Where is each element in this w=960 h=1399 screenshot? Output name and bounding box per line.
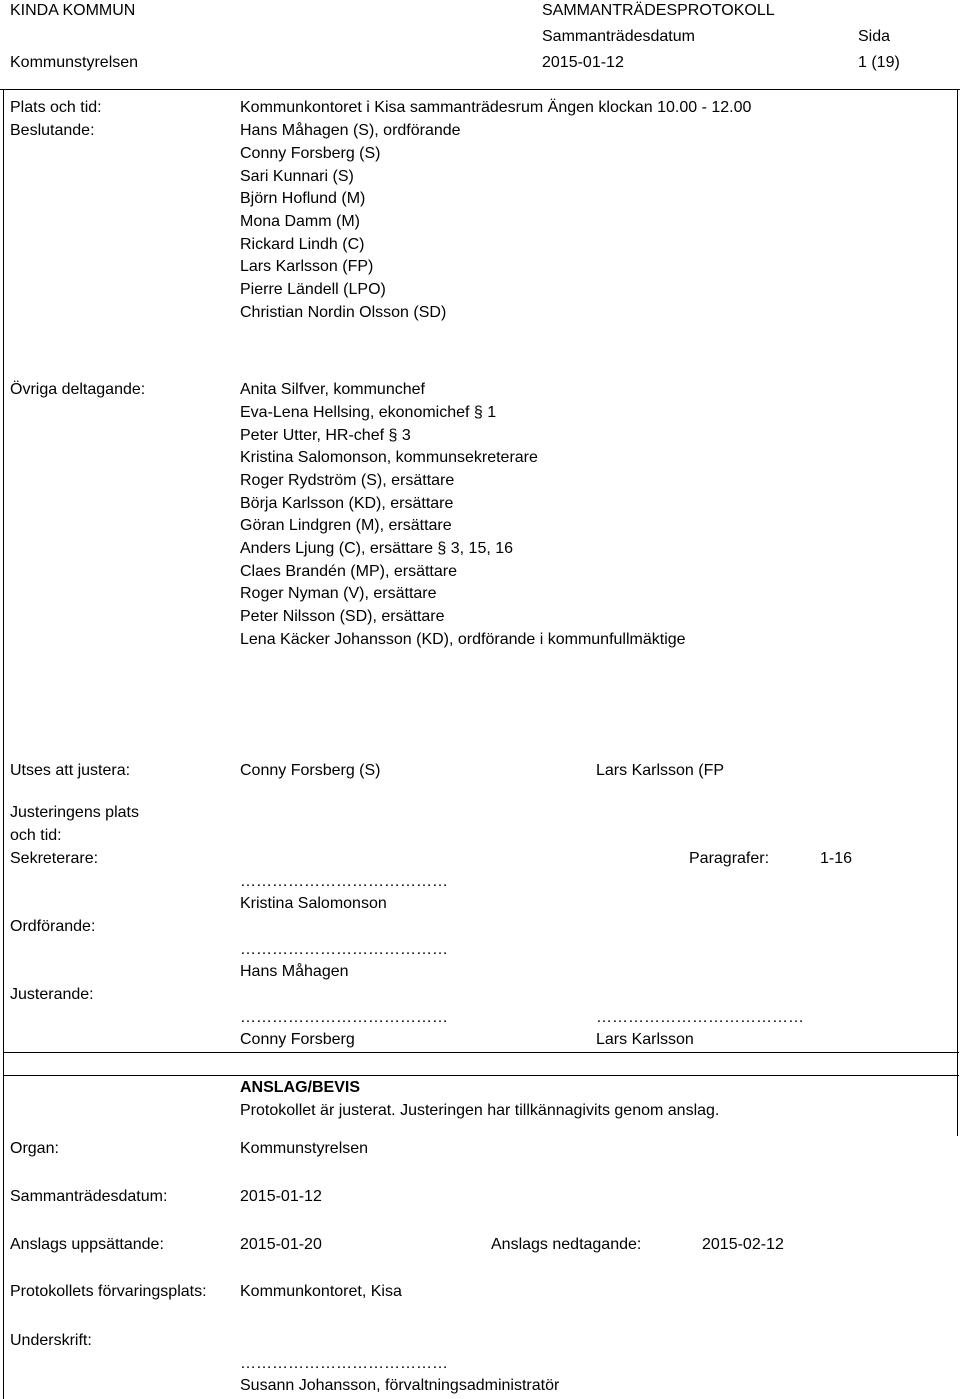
- notice-box-top-border: [3, 1075, 959, 1076]
- adjuster-label: Justerande:: [10, 986, 94, 1003]
- participant: Roger Rydström (S), ersättare: [240, 472, 455, 489]
- adjuster-1: Conny Forsberg (S): [240, 762, 381, 779]
- page-number: 1 (19): [858, 54, 900, 71]
- decision-maker: Hans Måhagen (S), ordförande: [240, 122, 461, 139]
- adjuster-sign-2: Lars Karlsson: [596, 1031, 694, 1048]
- notice-text: Protokollet är justerat. Justeringen har tillkännagivits genom anslag.: [240, 1102, 720, 1119]
- organ-label: Organ:: [10, 1140, 59, 1157]
- header-divider: [0, 89, 960, 90]
- place-label: Plats och tid:: [10, 99, 102, 116]
- other-participants-label: Övriga deltagande:: [10, 381, 146, 398]
- decision-maker: Mona Damm (M): [240, 213, 361, 230]
- decision-makers-label: Beslutande:: [10, 122, 95, 139]
- participant: Göran Lindgren (M), ersättare: [240, 517, 452, 534]
- signature-line: …………………………………: [240, 1009, 448, 1026]
- secretary-label: Sekreterare:: [10, 850, 99, 867]
- posted-value: 2015-01-20: [240, 1236, 322, 1253]
- adjustment-place-label: Justeringens plats: [10, 804, 139, 821]
- participant: Anita Silfver, kommunchef: [240, 381, 425, 398]
- decision-maker: Pierre Ländell (LPO): [240, 281, 386, 298]
- paragraphs-label: Paragrafer:: [689, 850, 770, 867]
- meeting-date-label: Sammanträdesdatum: [542, 28, 695, 45]
- org-name: KINDA KOMMUN: [10, 2, 136, 19]
- signature-name: Susann Johansson, förvaltningsadministratör: [240, 1377, 560, 1394]
- participant: Peter Utter, HR-chef § 3: [240, 427, 411, 444]
- decision-maker: Lars Karlsson (FP): [240, 258, 374, 275]
- participant: Eva-Lena Hellsing, ekonomichef § 1: [240, 404, 497, 421]
- decision-maker: Rickard Lindh (C): [240, 236, 365, 253]
- signature-line: …………………………………: [240, 873, 448, 890]
- adjustment-time-label: och tid:: [10, 827, 62, 844]
- participant: Lena Käcker Johansson (KD), ordförande i kommunfullmäktige: [240, 631, 686, 648]
- notice-title: ANSLAG/BEVIS: [240, 1079, 361, 1096]
- notice-box-left-border: [3, 1075, 4, 1399]
- posted-label: Anslags uppsättande:: [10, 1236, 164, 1253]
- storage-label: Protokollets förvaringsplats:: [10, 1283, 207, 1300]
- adjusters-label: Utses att justera:: [10, 762, 131, 779]
- body-name: Kommunstyrelsen: [10, 54, 139, 71]
- participant: Claes Brandén (MP), ersättare: [240, 563, 457, 580]
- notice-date-value: 2015-01-12: [240, 1188, 322, 1205]
- secretary-name: Kristina Salomonson: [240, 895, 387, 912]
- signature-line: …………………………………: [240, 941, 448, 958]
- paragraphs-value: 1-16: [820, 850, 853, 867]
- meeting-box-left-border: [3, 89, 4, 1136]
- decision-maker: Björn Hoflund (M): [240, 190, 366, 207]
- participant: Kristina Salomonson, kommunsekreterare: [240, 449, 538, 466]
- decision-maker: Christian Nordin Olsson (SD): [240, 304, 447, 321]
- signature-line: …………………………………: [596, 1009, 804, 1026]
- chair-name: Hans Måhagen: [240, 963, 349, 980]
- signature-line: …………………………………: [240, 1355, 448, 1372]
- removed-label: Anslags nedtagande:: [491, 1236, 642, 1253]
- meeting-date: 2015-01-12: [542, 54, 624, 71]
- decision-maker: Sari Kunnari (S): [240, 168, 354, 185]
- participant: Peter Nilsson (SD), ersättare: [240, 608, 445, 625]
- page-label: Sida: [858, 28, 891, 45]
- decision-maker: Conny Forsberg (S): [240, 145, 381, 162]
- organ-value: Kommunstyrelsen: [240, 1140, 369, 1157]
- participant: Anders Ljung (C), ersättare § 3, 15, 16: [240, 540, 514, 557]
- participant: Roger Nyman (V), ersättare: [240, 585, 437, 602]
- meeting-box-bottom-border: [3, 1052, 959, 1053]
- adjuster-sign-1: Conny Forsberg: [240, 1031, 355, 1048]
- notice-date-label: Sammanträdesdatum:: [10, 1188, 168, 1205]
- place-value: Kommunkontoret i Kisa sammanträdesrum Ängen klockan 10.00 - 12.00: [240, 99, 752, 116]
- signature-label: Underskrift:: [10, 1332, 92, 1349]
- storage-value: Kommunkontoret, Kisa: [240, 1283, 402, 1300]
- meeting-box-right-border: [957, 89, 958, 1136]
- participant: Börja Karlsson (KD), ersättare: [240, 495, 454, 512]
- chair-label: Ordförande:: [10, 918, 96, 935]
- adjuster-2: Lars Karlsson (FP: [596, 762, 725, 779]
- removed-value: 2015-02-12: [702, 1236, 784, 1253]
- document-type: SAMMANTRÄDESPROTOKOLL: [542, 2, 775, 19]
